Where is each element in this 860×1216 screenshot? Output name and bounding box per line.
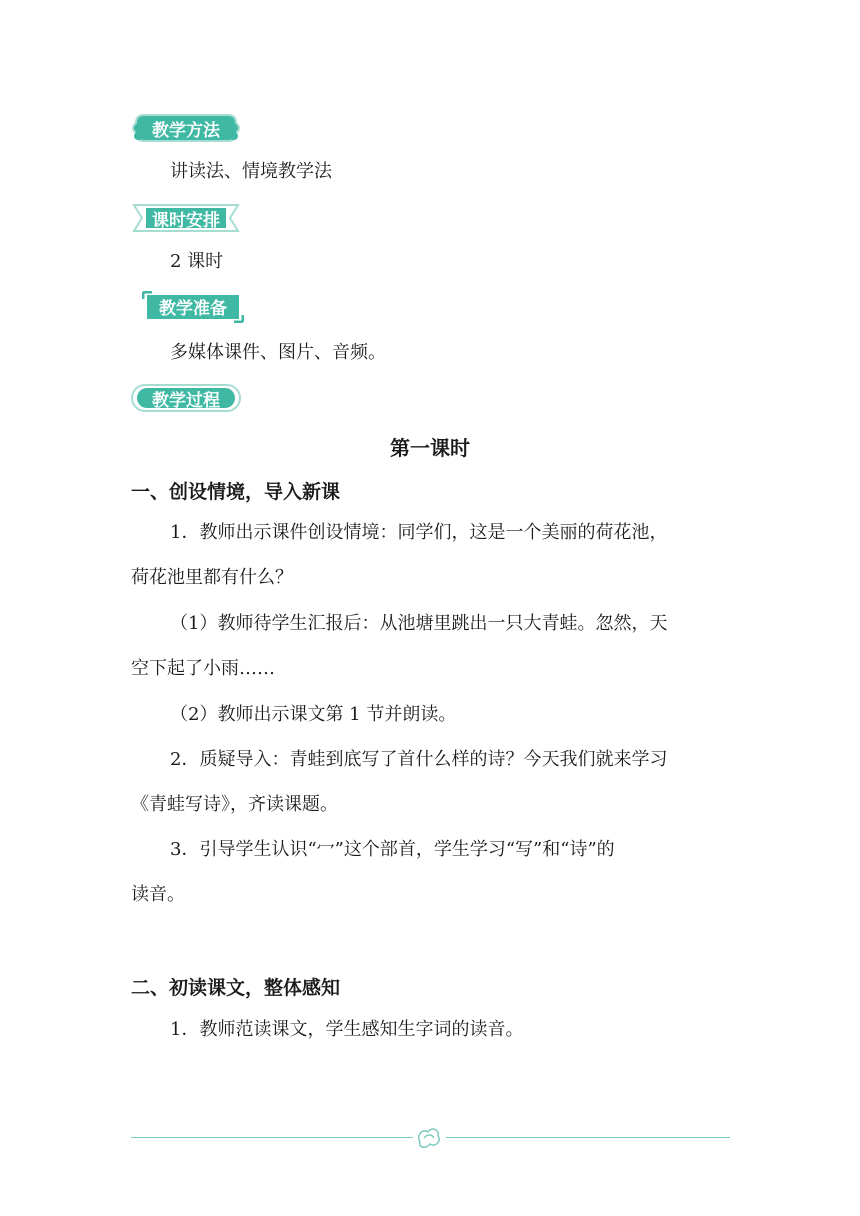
paragraph-line: 1．教师范读课文，学生感知生字词的读音。 [170,1019,524,1040]
paragraph-line: （1）教师待学生汇报后：从池塘里跳出一只大青蛙。忽然，天 [170,613,668,634]
section-label: 教学方法 [152,120,220,141]
paragraph-line: 2．质疑导入：青蛙到底写了首什么样的诗？今天我们就来学习 [170,749,668,770]
paragraph-line: （2）教师出示课文第 1 节并朗读。 [170,704,457,725]
paragraph-line: 荷花池里都有什么？ [131,567,293,588]
paragraph-line: 空下起了小雨…… [131,658,275,679]
schedule-content: 2 课时 [170,251,224,272]
paragraph-line: 《青蛙写诗》，齐读课题。 [131,794,338,815]
footer-ornament-icon [414,1122,444,1150]
prep-content: 多媒体课件、图片、音频。 [170,342,386,363]
paragraph-line: 读音。 [131,884,185,905]
part1-heading: 一、创设情境，导入新课 [131,481,341,503]
paragraph-line: 3．引导学生认识“冖”这个部首，学生学习“写”和“诗”的 [170,839,615,860]
part2-heading: 二、初读课文，整体感知 [131,977,341,999]
method-content: 讲读法、情境教学法 [170,161,332,182]
section-label: 课时安排 [152,210,220,231]
lesson-title: 第一课时 [390,436,470,460]
section-badge-method [130,113,242,143]
section-label: 教学过程 [152,390,220,411]
section-badge-prep [142,291,244,321]
section-badge-process [130,383,242,413]
section-badge-schedule [130,203,242,233]
footer-divider-right [446,1137,730,1138]
paragraph-line: 1．教师出示课件创设情境：同学们，这是一个美丽的荷花池， [170,522,668,543]
section-label: 教学准备 [159,298,227,319]
footer-divider-left [131,1137,413,1138]
